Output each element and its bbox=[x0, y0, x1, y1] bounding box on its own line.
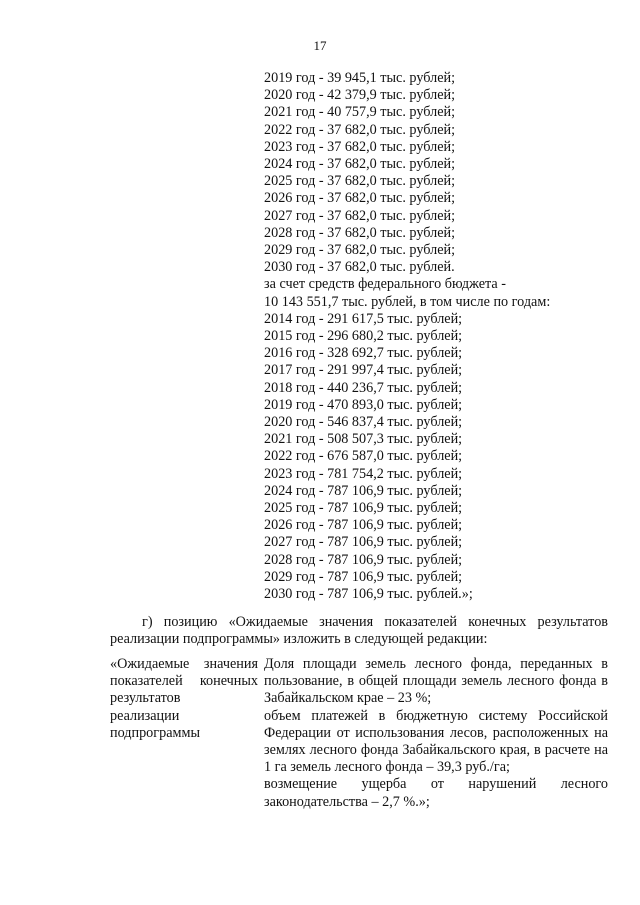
federal-year-line: 2029 год - 787 106,9 тыс. рублей; bbox=[264, 568, 463, 585]
regional-year-line: 2023 год - 37 682,0 тыс. рублей; bbox=[264, 138, 456, 155]
federal-year-line: 2030 год - 787 106,9 тыс. рублей.»; bbox=[264, 586, 473, 603]
table-label-line: показателей конечных bbox=[110, 673, 258, 690]
table-label-line: «Ожидаемые значения bbox=[110, 656, 258, 672]
indicator-damage-compensation: возмещение ущерба от нарушений лесного законодательства – 2,7 %.»; bbox=[264, 776, 608, 810]
federal-year-line: 2027 год - 787 106,9 тыс. рублей; bbox=[264, 534, 463, 551]
federal-year-line: 2015 год - 296 680,2 тыс. рублей; bbox=[264, 328, 463, 345]
regional-year-line: 2022 год - 37 682,0 тыс. рублей; bbox=[264, 121, 456, 138]
regional-year-line: 2019 год - 39 945,1 тыс. рублей; bbox=[264, 70, 456, 86]
table-label-line: реализации bbox=[110, 707, 180, 724]
federal-year-line: 2014 год - 291 617,5 тыс. рублей; bbox=[264, 310, 463, 327]
regional-year-line: 2021 год - 40 757,9 тыс. рублей; bbox=[264, 104, 456, 121]
regional-year-line: 2025 год - 37 682,0 тыс. рублей; bbox=[264, 173, 456, 190]
table-label-line: результатов bbox=[110, 690, 181, 707]
indicator-payments-per-hectare: объем платежей в бюджетную систему Российской Федерации от использования лесов, расположенных на землях лесного фонда Забайкальского края, в расчете на 1 га земель лесного фонда – 39,3 руб./га; bbox=[264, 707, 608, 776]
federal-year-line: 2020 год - 546 837,4 тыс. рублей; bbox=[264, 414, 463, 431]
federal-year-line: 2018 год - 440 236,7 тыс. рублей; bbox=[264, 379, 463, 396]
federal-budget-total: 10 143 551,7 тыс. рублей, в том числе по годам: bbox=[264, 293, 551, 310]
federal-year-line: 2024 год - 787 106,9 тыс. рублей; bbox=[264, 482, 463, 499]
regional-year-line: 2027 год - 37 682,0 тыс. рублей; bbox=[264, 207, 456, 224]
federal-budget-heading: за счет средств федерального бюджета - bbox=[264, 276, 506, 293]
federal-year-line: 2021 год - 508 507,3 тыс. рублей; bbox=[264, 431, 463, 448]
federal-year-line: 2028 год - 787 106,9 тыс. рублей; bbox=[264, 551, 463, 568]
table-position-values bbox=[264, 656, 608, 811]
indicator-forest-land-share: Доля площади земель лесного фонда, переданных в пользование, в общей площади земель лесного фонда в Забайкальском крае – 23 %; bbox=[264, 656, 608, 707]
regional-year-line: 2029 год - 37 682,0 тыс. рублей; bbox=[264, 242, 456, 259]
regional-year-line: 2020 год - 42 379,9 тыс. рублей; bbox=[264, 87, 456, 104]
regional-year-line: 2026 год - 37 682,0 тыс. рублей; bbox=[264, 190, 456, 207]
federal-year-line: 2023 год - 781 754,2 тыс. рублей; bbox=[264, 465, 463, 482]
page-number: 17 bbox=[313, 38, 327, 53]
federal-year-line: 2026 год - 787 106,9 тыс. рублей; bbox=[264, 517, 463, 534]
federal-year-line: 2019 год - 470 893,0 тыс. рублей; bbox=[264, 396, 463, 413]
funding-year-list bbox=[264, 70, 604, 603]
table-label-line: подпрограммы bbox=[110, 724, 200, 741]
paragraph-g: г) позицию «Ожидаемые значения показателей конечных результатов реализации подпрограммы» изложить в следующей редакции: bbox=[110, 614, 608, 648]
federal-year-line: 2016 год - 328 692,7 тыс. рублей; bbox=[264, 345, 463, 362]
federal-year-line: 2025 год - 787 106,9 тыс. рублей; bbox=[264, 500, 463, 517]
federal-year-line: 2022 год - 676 587,0 тыс. рублей; bbox=[264, 448, 463, 465]
regional-year-line: 2028 год - 37 682,0 тыс. рублей; bbox=[264, 224, 456, 241]
regional-year-line: 2030 год - 37 682,0 тыс. рублей. bbox=[264, 259, 455, 276]
regional-year-line: 2024 год - 37 682,0 тыс. рублей; bbox=[264, 156, 456, 173]
table-position-label bbox=[110, 656, 258, 742]
federal-year-line: 2017 год - 291 997,4 тыс. рублей; bbox=[264, 362, 463, 379]
